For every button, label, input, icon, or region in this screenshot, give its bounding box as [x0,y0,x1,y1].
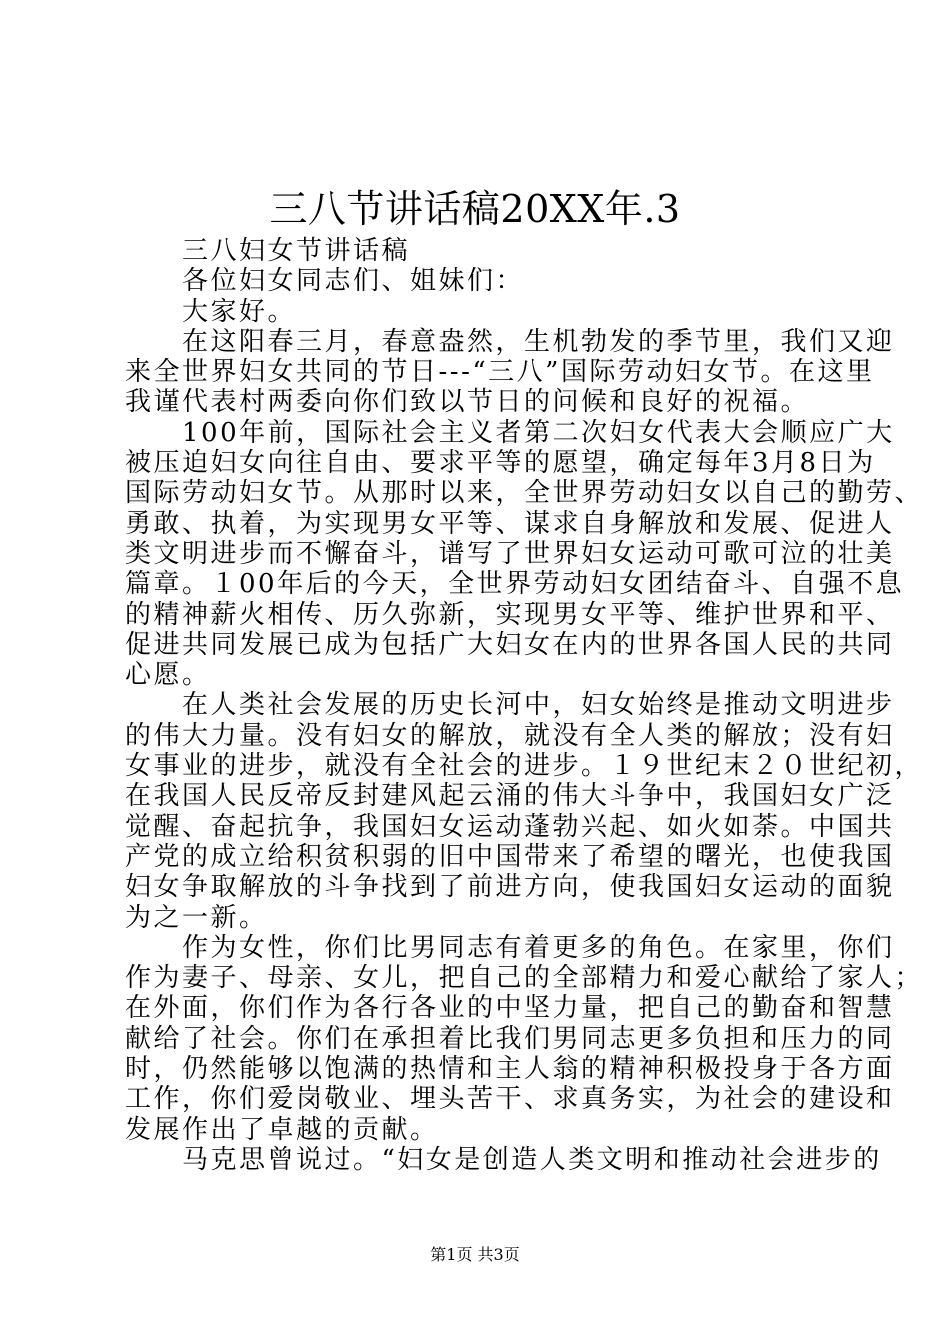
text-line: 被压迫妇女向往自由、要求平等的愿望，确定每年3月8日为 [125,448,876,479]
text-line: 时，仍然能够以饱满的热情和主人翁的精神积极投身于各方面 [125,1054,895,1085]
text-line: 的伟大力量。没有妇女的解放，就没有全人类的解放；没有妇 [125,720,895,751]
text-line: 心愿。 [125,660,211,691]
text-line: 我谨代表村两委向你们致以节日的问候和良好的祝福。 [125,387,810,418]
paragraph [125,297,830,327]
document-title: 三八节讲话稿20XX年.3 [269,187,681,231]
text-line: 作为女性，你们比男同志有着更多的角色。在家里，你们 [182,932,895,963]
page-footer: 第1页 共3页 [430,1245,520,1264]
paragraph [125,266,830,296]
text-line: 女事业的进步，就没有全社会的进步。１９世纪末２０世纪初， [125,751,924,782]
text-line: 觉醒、奋起抗争，我国妇女运动蓬勃兴起、如火如荼。中国共 [125,811,895,842]
text-line: 产党的成立给积贫积弱的旧中国带来了希望的曙光，也使我国 [125,841,895,872]
paragraph [125,932,924,1145]
text-line: 的精神薪火相传、历久弥新，实现男女平等、维护世界和平、 [125,599,895,630]
paragraph [125,236,830,266]
paragraph [125,417,924,691]
text-line: 工作，你们爱岗敬业、埋头苦干、求真务实，为社会的建设和 [125,1084,895,1115]
text-line: 大家好。 [182,296,297,327]
text-line: 类文明进步而不懈奋斗，谱写了世界妇女运动可歌可泣的壮美 [125,538,895,569]
text-line: 为之一新。 [125,902,268,933]
paragraph [125,690,924,933]
text-line: 在人类社会发展的历史长河中，妇女始终是推动文明进步 [182,690,895,721]
text-line: 篇章。１00年后的今天，全世界劳动妇女团结奋斗、自强不息 [125,569,905,600]
text-line: 勇敢、执着，为实现男女平等、谋求自身解放和发展、促进人 [125,508,895,539]
paragraph [125,1144,882,1175]
text-line: 三八妇女节讲话稿 [182,236,411,266]
text-line: 在这阳春三月，春意盎然，生机勃发的季节里，我们又迎 [182,326,895,357]
text-line: 在外面，你们作为各行各业的中坚力量，把自己的勤奋和智慧 [125,993,895,1024]
paragraph [125,326,895,418]
text-line: 在我国人民反帝反封建风起云涌的伟大斗争中，我国妇女广泛 [125,781,895,812]
text-line: 作为妻子、母亲、女儿，把自己的全部精力和爱心献给了家人； [125,963,924,994]
text-line: 献给了社会。你们在承担着比我们男同志更多负担和压力的同 [125,1023,895,1054]
text-line: 妇女争取解放的斗争找到了前进方向，使我国妇女运动的面貌 [125,872,895,903]
text-line: 100年前，国际社会主义者第二次妇女代表大会顺应广大 [182,417,895,448]
document-body [125,236,924,1175]
text-line: 国际劳动妇女节。从那时以来，全世界劳动妇女以自己的勤劳、 [125,478,924,509]
text-line: 促进共同发展已成为包括广大妇女在内的世界各国人民的共同 [125,629,895,660]
text-line: 各位妇女同志们、姐妹们： [182,266,525,297]
text-line: 来全世界妇女共同的节日---“三八”国际劳动妇女节。在这里 [125,357,875,388]
text-line: 发展作出了卓越的贡献。 [125,1114,439,1145]
text-line: 马克思曾说过。“妇女是创造人类文明和推动社会进步的 [182,1144,882,1175]
